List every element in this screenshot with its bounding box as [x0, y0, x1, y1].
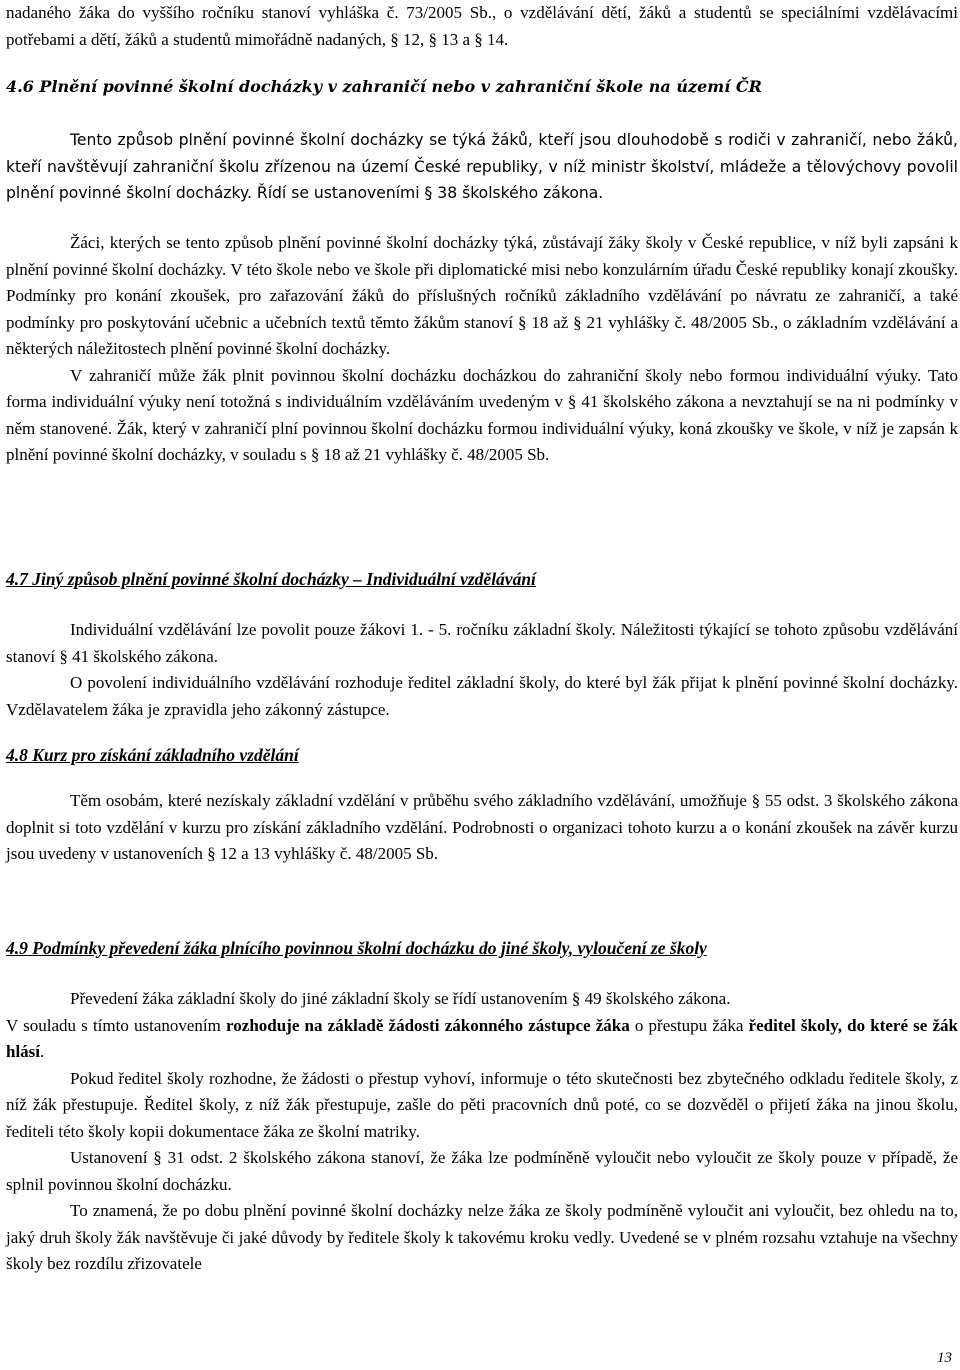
section-4-6-body-2 [6, 230, 958, 469]
section-4-9-title: Podmínky převedení žáka plnícího povinnou školní docházku do jiné školy, vyloučení ze školy [32, 938, 707, 958]
intro-text: nadaného žáka do vyššího ročníku stanoví vyhláška č. 73/2005 Sb., o vzdělávání dětí, žáků a studentů se speciálními vzdělávacími potřebami a dětí, žáků a studentů mimořádně nadaných, § 12, § 13 a § 14. [6, 3, 958, 49]
section-4-8-body [6, 788, 958, 868]
section-4-9-number: 4.9 [6, 938, 33, 958]
p2-text-c: o přestupu žáka [629, 1015, 749, 1035]
p2-bold-director: ředitel školy, do které se žák hlásí [6, 1015, 958, 1061]
section-4-8 [6, 742, 958, 768]
section-4-8-title: Kurz pro získání základního vzdělání [32, 745, 299, 765]
section-4-7-paragraph-2: O povolení individuálního vzdělávání rozhoduje ředitel základní školy, do které byl žák přijat k plnění povinné školní docházky. Vzdělavatelem žáka je zpravidla jeho zákonný zástupce. [6, 673, 958, 719]
section-4-9-paragraph-4: Ustanovení § 31 odst. 2 školského zákona stanoví, že žáka lze podmíněně vyloučit nebo vyloučit ze školy pouze v případě, že splnil povinnou školní docházku. [6, 1148, 958, 1194]
p2-text-e: . [40, 1042, 45, 1061]
section-4-7-title: Jiný způsob plnění povinné školní docházky – Individuální vzdělávání [32, 569, 536, 589]
section-4-8-heading [6, 742, 958, 768]
section-4-9-heading [6, 935, 958, 961]
section-4-9-paragraph-2 [6, 1013, 958, 1066]
section-4-6-paragraph-3: V zahraničí může žák plnit povinnou školní docházku docházkou do zahraniční školy nebo formou individuální výuky. Tato forma individuální výuky není totožná s individuálním vzděláváním uvedeným v § 41 školského zákona a nevztahují se na ni podmínky v něm stanovené. Žák, který v zahraničí plní povinnou školní docházku formou individuální výuky, koná zkoušky ve škole, v níž je zapsán k plnění povinné školní docházky, v souladu s § 18 až 21 vyhlášky č. 48/2005 Sb. [6, 365, 958, 464]
section-4-7 [6, 566, 958, 592]
section-4-7-paragraph-1: Individuální vzdělávání lze povolit pouze žákovi 1. - 5. ročníku základní školy. Náležitosti týkající se tohoto způsobu vzdělávání stanoví § 41 školského zákona. [6, 620, 958, 666]
section-4-9-paragraph-5: To znamená, že po dobu plnění povinné školní docházky nelze žáka ze školy podmíněně vyloučit ani vyloučit, bez ohledu na to, jaký druh školy žák navštěvuje či jaké důvody by ředitele školy k takovému kroku vedly. Uvedené se v plném rozsahu vztahuje na všechny školy bez rozdílu zřizovatele [6, 1201, 958, 1273]
section-4-6-body [6, 127, 958, 207]
p2-bold-decision: rozhoduje na základě žádosti zákonného zástupce žáka [226, 1015, 630, 1035]
section-4-9-body [6, 986, 958, 1278]
section-4-9-paragraph-1: Převedení žáka základní školy do jiné základní školy se řídí ustanovením § 49 školského zákona. [70, 989, 731, 1008]
section-4-7-body [6, 617, 958, 723]
section-4-7-number: 4.7 [6, 569, 33, 589]
section-4-6-paragraph-1: Tento způsob plnění povinné školní docházky se týká žáků, kteří jsou dlouhodobě s rodiči v zahraničí, nebo žáků, kteří navštěvují zahraniční školu zřízenou na území České republiky, v níž ministr školství, mládeže a tělovýchovy povolil plnění povinné školní docházky. Řídí se ustanoveními § 38 školského zákona. [6, 131, 958, 202]
section-4-6-paragraph-2: Žáci, kterých se tento způsob plnění povinné školní docházky týká, zůstávají žáky školy v České republice, v níž byli zapsáni k plnění povinné školní docházky. V této škole nebo ve škole při diplomatické misi nebo konzulárním úřadu České republiky konají zkoušky. Podmínky pro konání zkoušek, pro zařazování žáků do příslušných ročníků základního vzdělávání po návratu ze zahraničí, a také podmínky pro poskytování učebnic a učebních textů těmto žákům stanoví § 18 až § 21 vyhlášky č. 48/2005 Sb., o základním vzdělávání a některých náležitostech plnění povinné školní docházky. [6, 233, 958, 358]
section-4-6-heading: 4.6 Plnění povinné školní docházky v zahraničí nebo v zahraniční škole na území ČR [6, 77, 762, 96]
p2-text-a: V souladu s tímto ustanovením [6, 1015, 227, 1035]
section-4-9 [6, 935, 958, 961]
section-4-7-heading [6, 566, 958, 592]
page-number: 13 [937, 1350, 952, 1366]
section-4-9-paragraph-3: Pokud ředitel školy rozhodne, že žádosti o přestup vyhoví, informuje o této skutečnosti bez zbytečného odkladu ředitele školy, z níž žák přestupuje. Ředitel školy, z níž žák přestupuje, zašle do pěti pracovních dnů poté, co se dozvěděl o přijetí žáka na jinou školu, řediteli této školy kopii dokumentace žáka ze školní matriky. [6, 1068, 958, 1141]
intro-paragraph [6, 0, 958, 53]
section-4-6 [6, 74, 958, 100]
section-4-8-paragraph-1: Těm osobám, které nezískaly základní vzdělání v průběhu svého základního vzdělávání, umožňuje § 55 odst. 3 školského zákona doplnit si toto vzdělání v kurzu pro získání základního vzdělání. Podrobnosti o organizaci tohoto kurzu a o konání zkoušek na závěr kurzu jsou uvedeny v ustanoveních § 12 a 13 vyhlášky č. 48/2005 Sb. [6, 791, 958, 863]
section-4-8-number: 4.8 [6, 745, 33, 765]
